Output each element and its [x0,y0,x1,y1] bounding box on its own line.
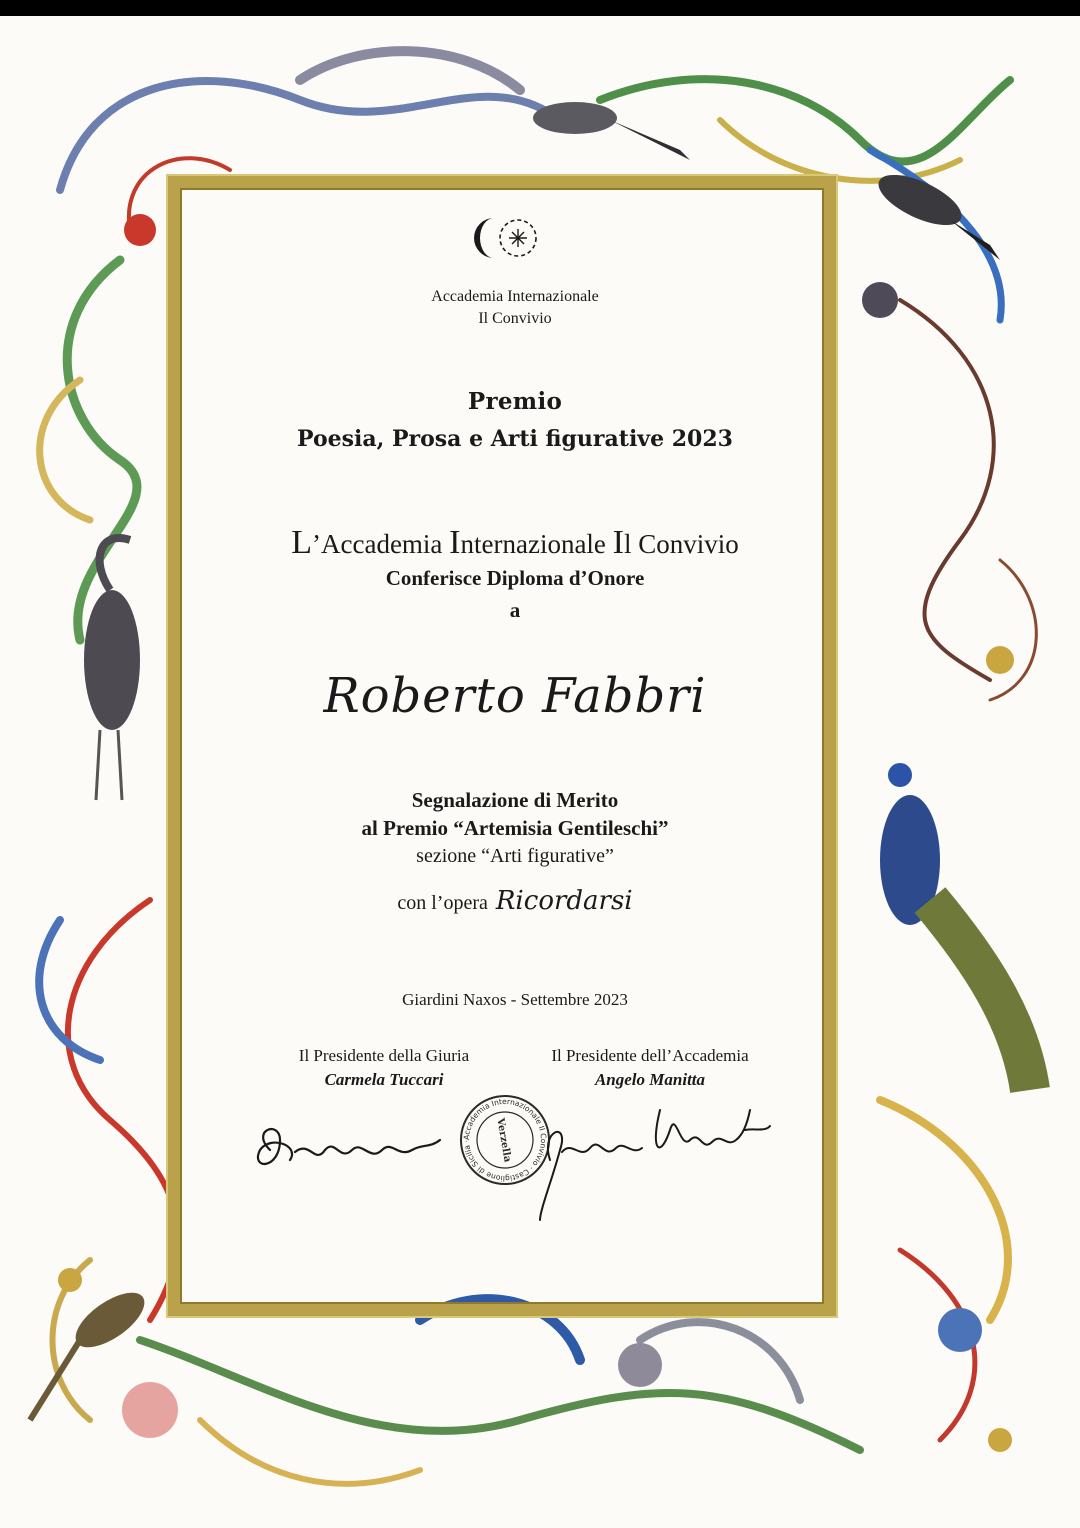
svg-text:Accademia Internazionale Il Co: Accademia Internazionale Il Convivio · Castiglione di Sicilia · [461,1096,549,1184]
peacock-icon [880,763,1030,1090]
work-line [190,886,840,916]
signatory-name: Carmela Tuccari [324,1070,444,1089]
prize-subtitle: Poesia, Prosa e Arti figurative 2023 [297,426,733,452]
signatory-role: Il Presidente della Giuria [298,1046,470,1065]
svg-text:Verzella: Verzella [494,1117,513,1164]
initial-L: L [291,524,312,561]
signatory-jury [254,1046,514,1090]
confers-diploma: Conferisce Diploma d’Onore [385,566,645,590]
award-name: al Premio “Artemisia Gentileschi” [361,816,669,840]
work-prefix: con l’opera [397,892,488,914]
academy-statement: L’Accademia Internazionale Il Convivio [291,524,739,561]
distinction: Segnalazione di Merito [411,788,619,812]
place-date: Giardini Naxos - Settembre 2023 [402,990,628,1009]
recipient-name: Roberto Fabbri [323,668,707,724]
to-label: a [509,598,521,622]
academy-stamp-icon [461,1096,549,1184]
section-name: sezione “Arti figurative” [416,845,614,867]
signatory-name: Angelo Manitta [594,1070,706,1089]
academy-name-line2: Il Convivio [478,310,552,327]
signatory-role: Il Presidente dell’Accademia [551,1046,749,1065]
signatory-academy [520,1046,780,1090]
bird-top-icon [533,102,690,160]
work-title: Ricordarsi [495,886,633,916]
signature-manitta-icon [540,1110,770,1220]
signature-tuccari-icon [258,1129,440,1164]
academy-name-line1: Accademia Internazionale [431,288,599,305]
prize-title: Premio [467,388,563,415]
signatures-and-stamp [240,1090,800,1230]
